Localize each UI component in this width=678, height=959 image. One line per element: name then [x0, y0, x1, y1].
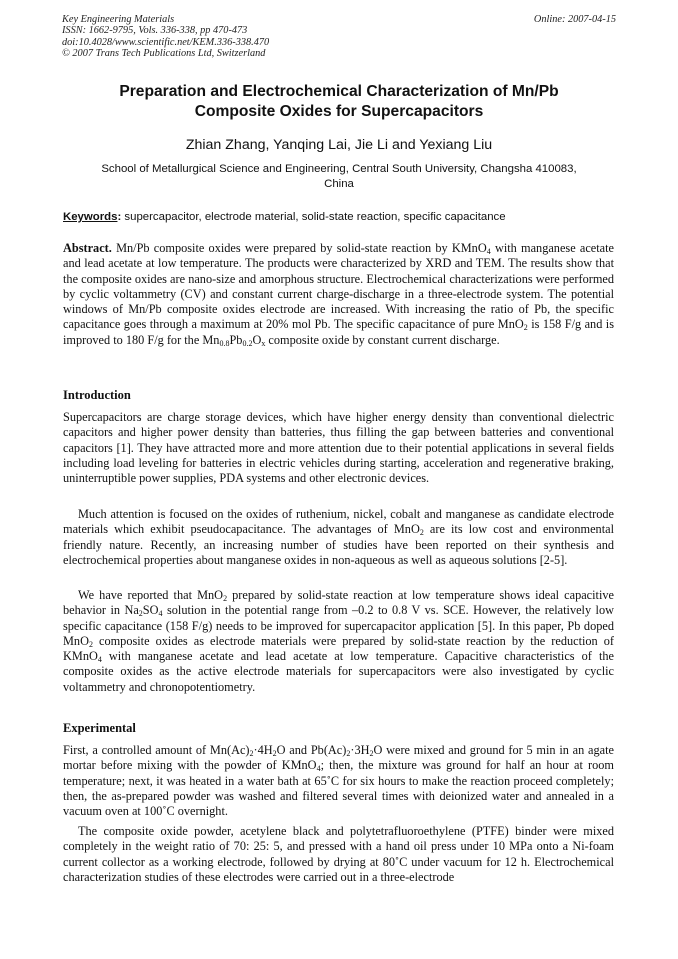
- introduction-paragraph-2: [63, 507, 614, 568]
- paragraph-text: with manganese acetate and lead acetate at low temperature. Capacitive characteristics of the composite oxides as the active electrode materials for supercapacitors were also investigated by cyclic voltammetry and chronopotentiometry.: [63, 649, 614, 694]
- affiliation-line-1: School of Metallurgical Science and Engineering, Central South University, Changsha 410083,: [101, 163, 577, 175]
- keywords-label: Keywords: [63, 211, 118, 223]
- title-line-1: Preparation and Electrochemical Characterization of Mn/Pb: [119, 83, 559, 100]
- doi-line: doi:10.4028/www.scientific.net/KEM.336-338.470: [62, 36, 270, 48]
- abstract-text: composite oxide by constant current discharge.: [265, 332, 500, 347]
- abstract-text: Pb: [229, 332, 243, 347]
- subscript: 2: [369, 749, 374, 758]
- experimental-heading: Experimental: [63, 721, 136, 735]
- paragraph-text: are its low cost and environmental friendly nature. Recently, an increasing number of studies have been reported on their synthesis and electrochemical properties about manganese oxides in non-aqueous as well as aqueous solutions [2-5].: [63, 522, 614, 567]
- subscript: 2: [346, 749, 351, 758]
- keywords-colon: :: [117, 211, 122, 223]
- paragraph-text: O were mixed and ground for 5 min in an agate mortar before mixing with the powder of KMnO: [63, 743, 614, 773]
- keywords-line: [63, 210, 617, 225]
- paragraph-text: First, a controlled amount of Mn(Ac): [63, 743, 250, 757]
- issn-line: ISSN: 1662-9795, Vols. 336-338, pp 470-473: [62, 25, 248, 37]
- introduction-paragraph-3: [63, 588, 614, 695]
- abstract-paragraph: [63, 241, 614, 348]
- journal-header: [62, 14, 616, 59]
- online-date: Online: 2007-04-15: [533, 14, 616, 25]
- paragraph-text: Much attention is focused on the oxides of ruthenium, nickel, cobalt and manganese as candidate electrode materials which exhibit pseudocapacitance. The advantages of MnO: [63, 507, 614, 537]
- introduction-heading: Introduction: [63, 388, 131, 402]
- paragraph-text: ·4H: [253, 743, 273, 757]
- abstract-label: Abstract.: [63, 241, 112, 255]
- abstract-text: is 158 F/g and is improved to 180 F/g for the Mn: [63, 317, 614, 347]
- subscript: 4: [486, 247, 491, 256]
- journal-name: Key Engineering Materials: [62, 14, 175, 25]
- paragraph-text: composite oxides as electrode materials were prepared by solid-state reaction by the reduction of KMnO: [63, 633, 614, 664]
- experimental-paragraph-2: The composite oxide powder, acetylene black and polytetrafluoroethylene (PTFE) binder were mixed completely in the weight ratio of 70: 25: 5, and pressed with a hand oil press under 10 MPa onto a Ni-foam current collector as a working electrode, followed by drying at 80˚C under vacuum for 12 h. Electrochemical characterization studies of these electrodes were carried out in a three-electrode: [63, 824, 614, 884]
- subscript: 4: [316, 764, 321, 774]
- experimental-paragraph-1: [63, 743, 614, 819]
- subscript: 4: [97, 655, 102, 665]
- paragraph-text: We have reported that MnO: [78, 588, 224, 602]
- subscript: 2: [138, 609, 143, 619]
- paragraph-text: ·3H: [350, 743, 370, 757]
- subscript: 2: [419, 528, 424, 538]
- subscript: 0.8: [219, 338, 230, 348]
- copyright-line: © 2007 Trans Tech Publications Ltd, Switzerland: [62, 47, 266, 59]
- paragraph-text: O and Pb(Ac): [276, 743, 347, 757]
- keywords-text: supercapacitor, electrode material, solid-state reaction, specific capacitance: [121, 211, 506, 223]
- subscript: 2: [523, 323, 528, 333]
- subscript: 2: [88, 639, 93, 649]
- paragraph-text: ; then, the mixture was ground for half an hour at room temperature; next, it was heated in a water bath at 65˚C for six hours to make the reaction proceed completely; then, the as-prepared powder was washed and filtered several times with deionized water and annealed in a vacuum oven at 100˚C overnight.: [63, 758, 614, 819]
- abstract-text: Mn/Pb composite oxides were prepared by solid-state reaction by KMnO: [111, 241, 487, 255]
- subscript: 2: [249, 749, 254, 758]
- paper-title: [60, 82, 618, 121]
- abstract-text: with manganese acetate and lead acetate at low temperature. The products were characterized by XRD and TEM. The results show that the composite oxides are nano-size and amorphous structure. Electrochemical characterizations were performed by cyclic voltammetry (CV) and constant current charge-discharge in a three-electrode system. The potential windows of Mn/Pb composite oxides electrode are increased. With increasing the ratio of Pb, the specific capacitance goes through a maximum at 20% mol Pb. The specific capacitance of pure MnO: [63, 241, 615, 332]
- subscript: 2: [223, 594, 228, 603]
- subscript: x: [261, 338, 266, 348]
- paragraph-text: SO: [142, 603, 159, 618]
- introduction-paragraph-1: Supercapacitors are charge storage devices, which have higher energy density than conventional dielectric capacitors and higher power density than batteries, thus filling the gap between batteries and conventional capacitors [1]. They have attracted more and more attention due to their potential applications in several fields including load leveling for batteries in electric vehicles during starting, acceleration and regenerative braking, uninterruptible power supplies, PDA systems and other electronic devices.: [63, 410, 614, 486]
- author-list: Zhian Zhang, Yanqing Lai, Jie Li and Yexiang Liu: [185, 137, 493, 153]
- title-line-2: Composite Oxides for Supercapacitors: [194, 102, 484, 120]
- paragraph-text: prepared by solid-state reaction at low temperature shows ideal capacitive behavior in Na: [63, 588, 614, 618]
- abstract-text: O: [252, 332, 262, 347]
- subscript: 2: [272, 749, 277, 758]
- paragraph-text: solution in the potential range from –0.2 to 0.8 V vs. SCE. However, the relatively low specific capacitance (158 F/g) needs to be improved for supercapacitor application [5]. In this paper, Pb doped MnO: [63, 603, 614, 648]
- subscript: 0.2: [242, 338, 253, 348]
- affiliation-line-2: China: [324, 178, 354, 190]
- affiliation: [62, 162, 616, 192]
- subscript: 4: [158, 609, 163, 619]
